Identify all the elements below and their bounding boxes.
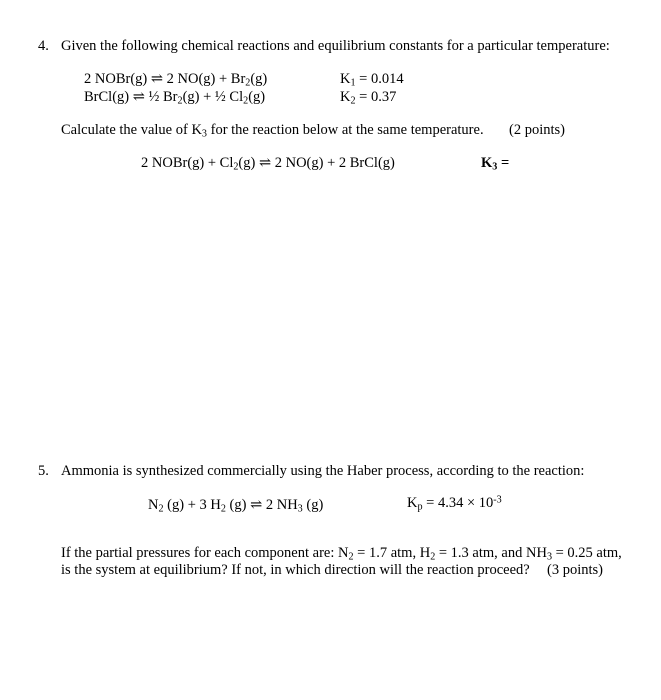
points-label: (2 points) — [509, 122, 565, 138]
instruction: Calculate the value of $K_3$ for the reaction below at the same temperature. — [61, 122, 484, 140]
partial-pressures-line: If the partial pressures for each component are: $N_2 = 1.7$ atm, $H_2 = 1.3$ atm, and $NH_3 = 0.25$ atm, — [61, 545, 622, 563]
reaction-1: 2 NOBr(g) ⇌ 2 $NO(g) + Br_2(g)$ — [84, 71, 268, 89]
answer-label: $K_3$ = — [481, 155, 510, 173]
question-number: 5. — [38, 463, 49, 479]
reaction-2: BrCl(g) ⇌ ½ $Br_2(g)$ + ½ $Cl_2(g)$ — [84, 89, 266, 107]
points-label: (3 points) — [547, 562, 603, 578]
equilibrium-constant-2: $K_2 = 0.37$ — [340, 89, 397, 107]
haber-reaction: $N_2$ (g) + 3 $H_2$ (g) ⇌ 2 $NH_3$ (g) — [148, 497, 324, 515]
target-reaction: 2 NOBr(g) + $Cl_2(g)$ ⇌ 2 NO(g) + 2 BrCl(g) — [141, 155, 395, 173]
question-number: 4. — [38, 38, 49, 54]
equilibrium-constant-kp: $K_p = 4.34 \times 10^{-3}$ — [407, 494, 502, 513]
question-prompt: Ammonia is synthesized commercially using the Haber process, according to the reaction: — [61, 463, 585, 479]
equilibrium-question-line: is the system at equilibrium? If not, in which direction will the reaction proceed? — [61, 562, 530, 578]
question-prompt: Given the following chemical reactions and equilibrium constants for a particular temperature: — [61, 38, 610, 54]
equilibrium-constant-1: $K_1 = 0.014$ — [340, 71, 404, 89]
